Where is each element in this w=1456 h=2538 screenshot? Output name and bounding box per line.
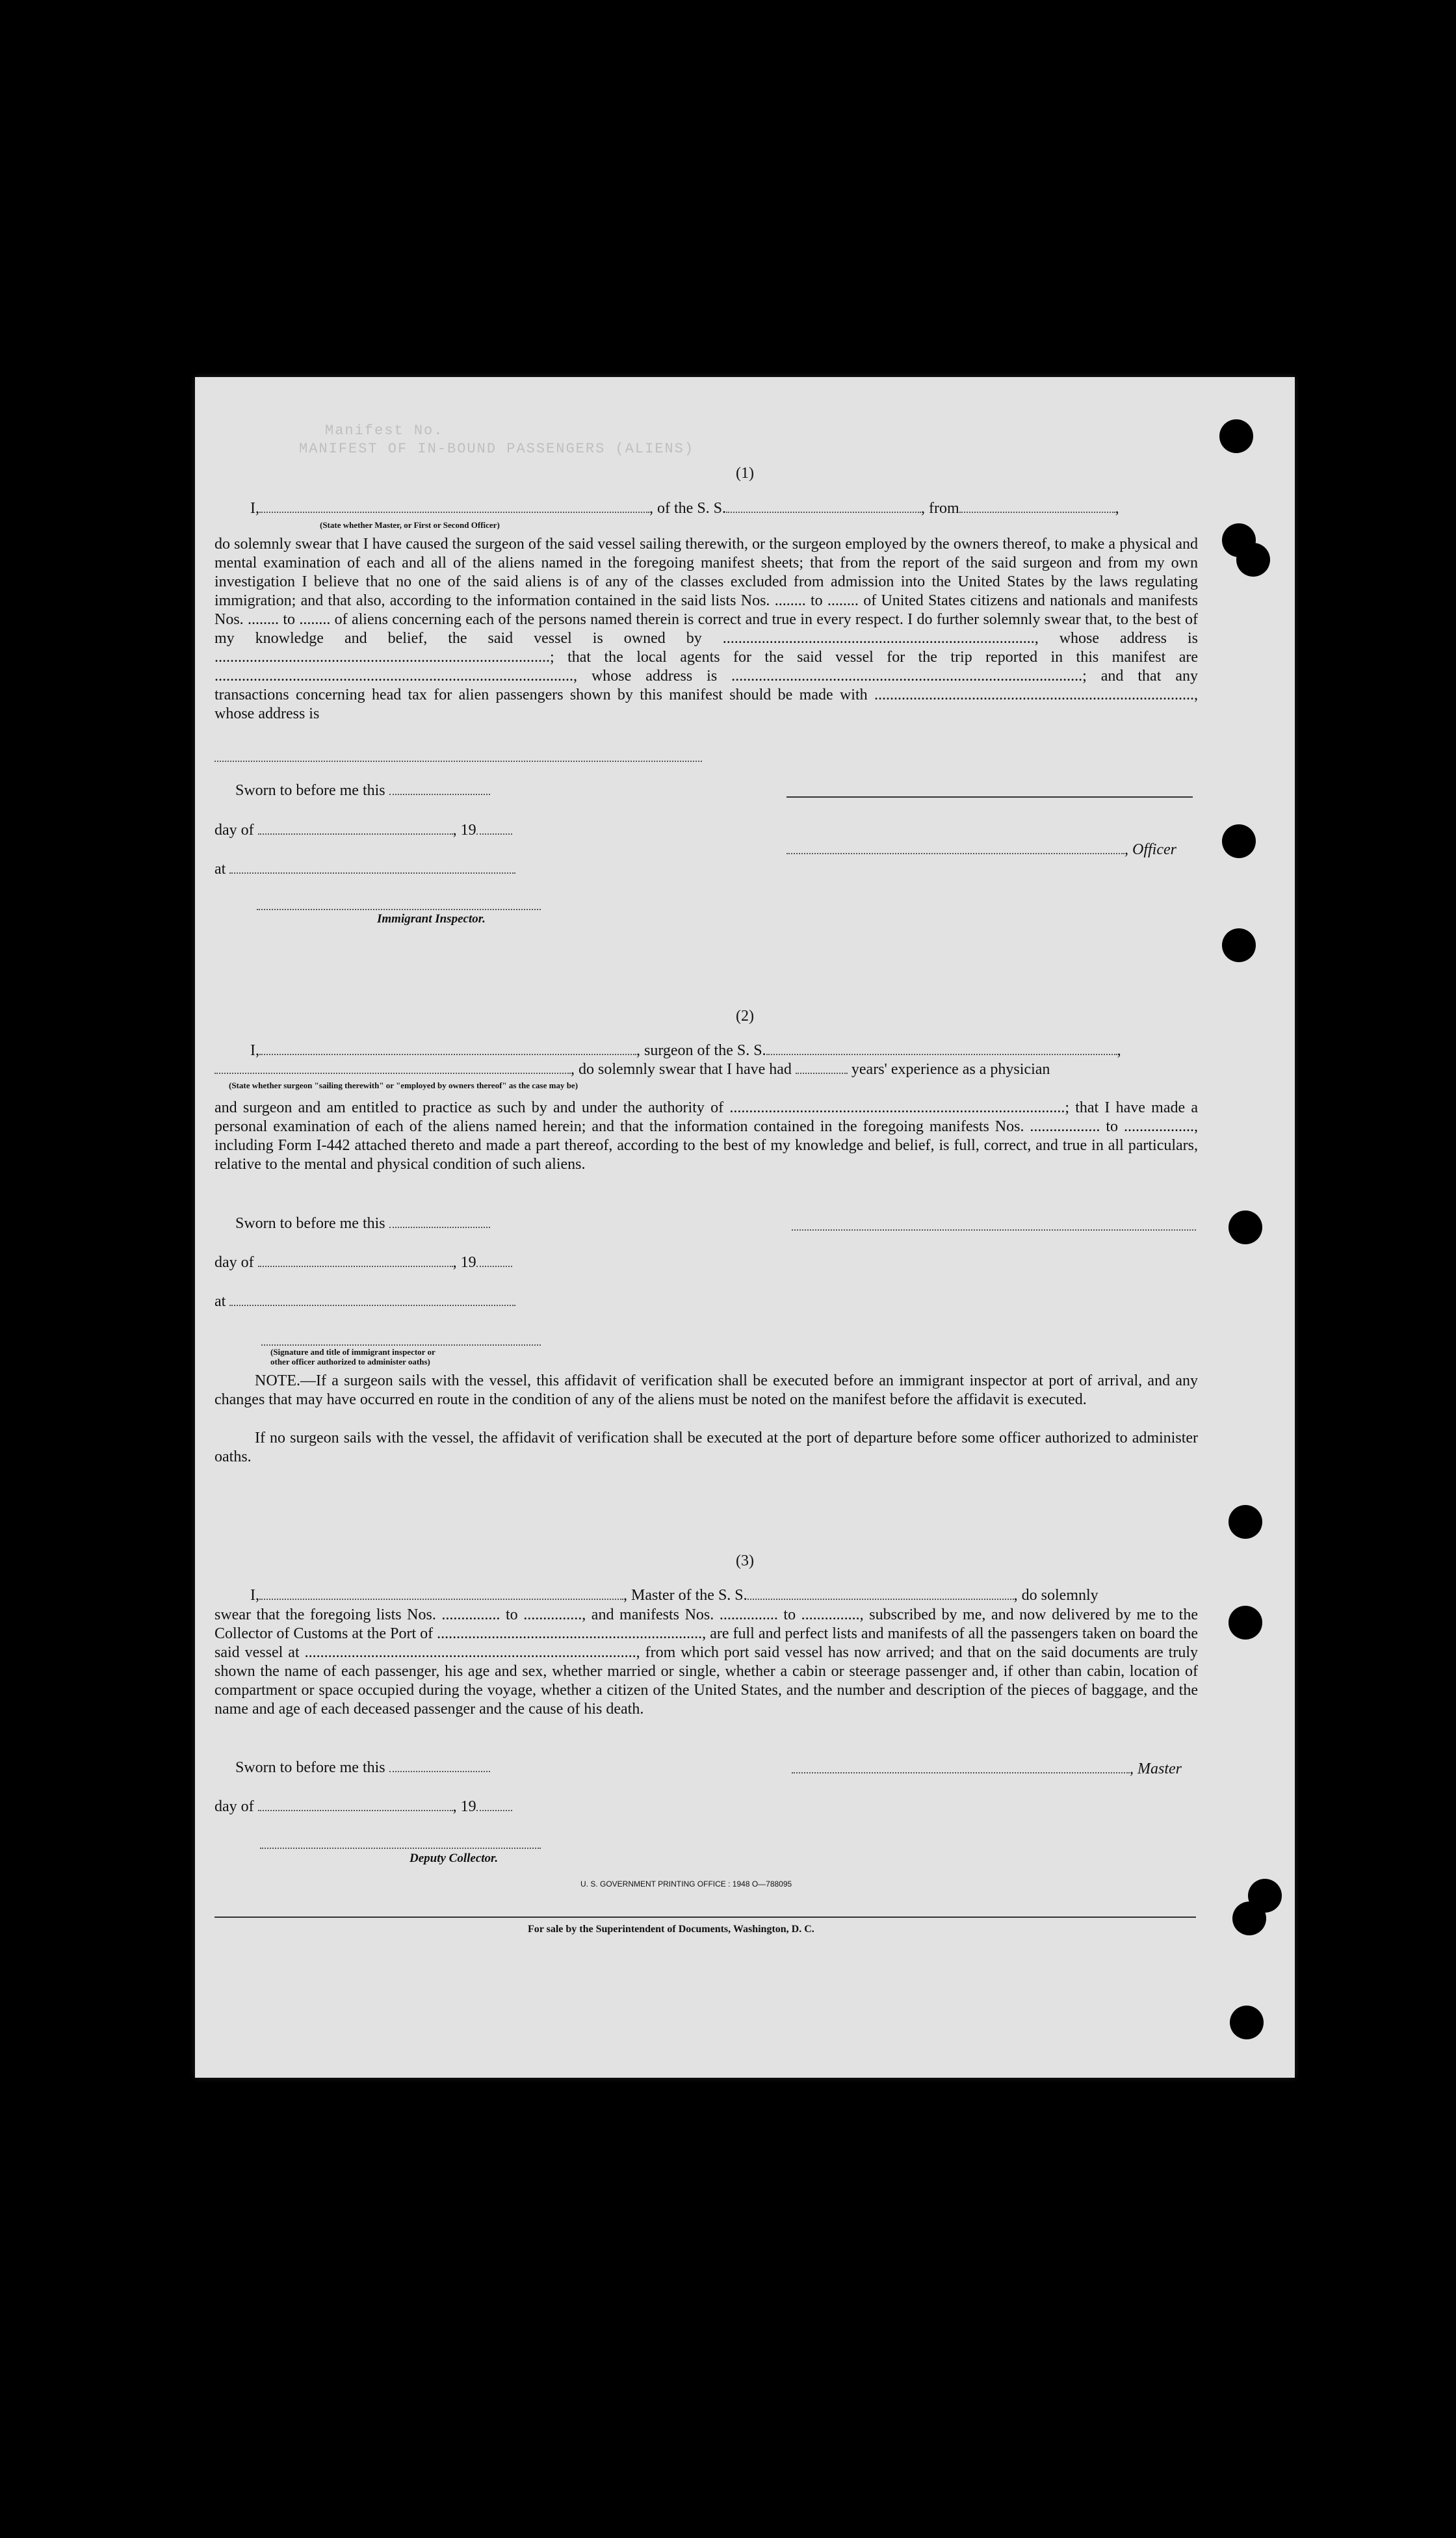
section-2-line1: I, , surgeon of the S. S. , bbox=[250, 1042, 1121, 1059]
gpo-imprint: U. S. GOVERNMENT PRINTING OFFICE : 1948 O—788095 bbox=[580, 1879, 792, 1889]
witness-signature-line[interactable] bbox=[261, 1344, 541, 1346]
section-3-day-line: day of , 19 bbox=[214, 1798, 512, 1816]
officer-signature-line[interactable] bbox=[786, 796, 1193, 798]
collector-signature-line[interactable] bbox=[260, 1848, 541, 1849]
faint-header-line2: MANIFEST OF IN-BOUND PASSENGERS (ALIENS) bbox=[299, 441, 695, 457]
section-2-sworn-line: Sworn to before me this bbox=[235, 1214, 490, 1233]
master-line: , Master bbox=[792, 1760, 1182, 1779]
punch-hole bbox=[1236, 543, 1270, 577]
punch-hole bbox=[1230, 2006, 1264, 2039]
surgeon-status-field[interactable] bbox=[214, 1061, 571, 1074]
section-2-number: (2) bbox=[736, 1008, 754, 1025]
section-1-caption: (State whether Master, or First or Second Officer) bbox=[320, 520, 500, 530]
section-3-paragraph: swear that the foregoing lists Nos. ............... to ..............., and manifests Nos. ............... to ..............., subscribed by me, and now delivered by me to the Collector of Customs at the Port of ...................................................................., are full and perfect lists and manifests of all the passengers taken on board the said vessel at ....................................................................................., from which port said vessel has now arrived; and that on the said documents are truly shown the name of each passenger, his age and sex, whether married or single, whether a cabin or steerage passenger and, if other than cabin, location of compartment or space occupied during the voyage, whether a citizen of the United States, and the number and description of the pieces of baggage, and the name and age of each deceased passenger and the cause of his death. bbox=[214, 1606, 1198, 1718]
sworn-date-field-2[interactable] bbox=[389, 1215, 490, 1228]
note-text: —If a surgeon sails with the vessel, this affidavit of verification shall be executed before an immigrant inspector at port of arrival, and any changes that may have occurred en route in the condition of any of the aliens must be noted on the manifest before the affidavit is executed. bbox=[214, 1372, 1198, 1408]
punch-hole bbox=[1232, 1902, 1266, 1935]
footer-rule bbox=[214, 1917, 1196, 1918]
sworn-date-field-3[interactable] bbox=[389, 1759, 490, 1772]
day-field-3[interactable] bbox=[258, 1798, 453, 1811]
year-field-3[interactable] bbox=[476, 1798, 512, 1811]
punch-hole bbox=[1222, 928, 1256, 962]
section-1-number: (1) bbox=[736, 465, 754, 482]
inspector-signature-line[interactable] bbox=[257, 909, 541, 910]
punch-hole bbox=[1228, 1606, 1262, 1640]
officer-name-field[interactable] bbox=[259, 500, 649, 513]
section-2-line2: , do solemnly swear that I have had years' experience as a physician bbox=[214, 1060, 1050, 1079]
signature-caption-1: (Signature and title of immigrant inspector or bbox=[270, 1347, 436, 1357]
sworn-date-field[interactable] bbox=[389, 782, 490, 795]
section-1-at-line: at bbox=[214, 860, 515, 879]
punch-hole bbox=[1228, 1210, 1262, 1244]
section-1-day-line: day of , 19 bbox=[214, 821, 512, 840]
officer-line: , Officer bbox=[786, 841, 1176, 859]
surgeon-vessel-field[interactable] bbox=[766, 1042, 1117, 1055]
origin-port-field[interactable] bbox=[959, 500, 1115, 513]
section-2-day-line: day of , 19 bbox=[214, 1253, 512, 1272]
label-of-ss: , of the S. S. bbox=[649, 500, 727, 517]
note-paragraph bbox=[214, 1372, 1198, 1409]
section-3-line1: I, , Master of the S. S. , do solemnly bbox=[250, 1587, 1098, 1604]
year-field[interactable] bbox=[476, 822, 512, 835]
section-1-sworn-line: Sworn to before me this bbox=[235, 781, 490, 800]
section-2-at-line: at bbox=[214, 1292, 515, 1311]
punch-hole bbox=[1222, 824, 1256, 858]
surgeon-name-field[interactable] bbox=[259, 1042, 636, 1055]
day-field-2[interactable] bbox=[258, 1254, 453, 1267]
year-field-2[interactable] bbox=[476, 1254, 512, 1267]
immigrant-inspector-caption: Immigrant Inspector. bbox=[377, 912, 486, 926]
manifest-page bbox=[195, 377, 1295, 2078]
master-name-field[interactable] bbox=[259, 1587, 623, 1600]
section-3-sworn-line: Sworn to before me this bbox=[235, 1759, 490, 1777]
label-i: I, bbox=[250, 500, 259, 517]
for-sale-note: For sale by the Superintendent of Documents, Washington, D. C. bbox=[528, 1924, 814, 1935]
punch-hole bbox=[1228, 1505, 1262, 1539]
section-1-address-line[interactable] bbox=[214, 761, 702, 762]
surgeon-signature-line[interactable] bbox=[792, 1229, 1196, 1231]
faint-header-line1: Manifest No. bbox=[325, 423, 444, 439]
note-paragraph-2: If no surgeon sails with the vessel, the affidavit of verification shall be executed at the port of departure before some officer authorized to administer oaths. bbox=[214, 1430, 1198, 1465]
section-1-line1: I, , of the S. S. , from , bbox=[250, 500, 1119, 517]
vessel-name-field[interactable] bbox=[726, 500, 921, 513]
label-from: , from bbox=[921, 500, 959, 517]
punch-hole bbox=[1219, 419, 1253, 453]
section-2-paragraph: and surgeon and am entitled to practice as such by and under the authority of ......................................................................................; that I have made a personal examination of each of the aliens named herein; and that the information contained in the foregoing manifests Nos. .................. to .................., including Form I-442 attached thereto and made a part thereof, according to the best of my knowledge and belief, is full, correct, and true in all particulars, relative to the mental and physical condition of such aliens. bbox=[214, 1099, 1198, 1173]
officer-title-field[interactable] bbox=[786, 841, 1124, 854]
section-1-paragraph: do solemnly swear that I have caused the surgeon of the said vessel sailing therewith, or the surgeon employed by the owners thereof, to make a physical and mental examination of each and all of the aliens named in the foregoing manifest sheets; that from the report of the said surgeon and from my own investigation I believe that no one of the said aliens is of any of the classes excluded from admission into the United States by the laws regulating immigration; and that also, according to the information contained in the said lists Nos. ........ to ........ of United States citizens and nationals and manifests Nos. ........ to ........ of aliens concerning each of the persons named therein is correct and true in every respect. I do further solemnly swear that, to the best of my knowledge and belief, the said vessel is owned by ................................................................................, whose address is ......................................................................................; that the local agents for the said vessel for the trip reported in this manifest are ............................................................................................, whose address is ..........................................................................................; and that any transactions concerning head tax for alien passengers shown by this manifest should be made with .................................................................................., whose address is bbox=[214, 536, 1198, 722]
section-3-number: (3) bbox=[736, 1552, 754, 1569]
years-experience-field[interactable] bbox=[796, 1061, 848, 1074]
note-label: NOTE. bbox=[255, 1372, 300, 1389]
place-field-2[interactable] bbox=[229, 1293, 515, 1306]
section-2-caption: (State whether surgeon "sailing therewith" or "employed by owners thereof" as the case may be) bbox=[229, 1080, 578, 1090]
place-field[interactable] bbox=[229, 861, 515, 874]
signature-caption-2: other officer authorized to administer oaths) bbox=[270, 1357, 430, 1367]
day-field[interactable] bbox=[258, 822, 453, 835]
master-vessel-field[interactable] bbox=[748, 1587, 1014, 1600]
master-signature-field[interactable] bbox=[792, 1760, 1130, 1773]
deputy-collector-caption: Deputy Collector. bbox=[410, 1851, 499, 1865]
